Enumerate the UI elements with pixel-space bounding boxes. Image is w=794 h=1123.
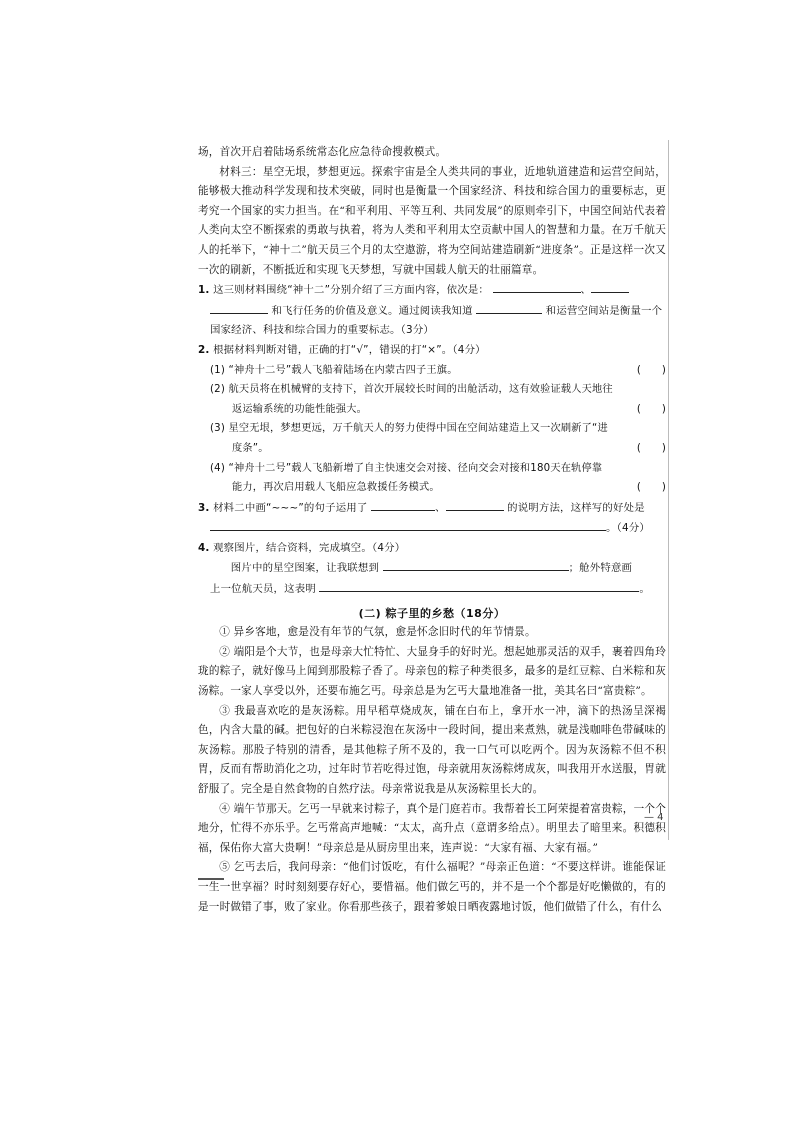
question-4-line-1-a: 图片中的星空图案，让我联想到: [230, 562, 380, 575]
section-2-para-4: ④ 端午节那天。乞丐一早就来讨粽子，真个是门庭若市。我帮着长工阿荣提着富贵粽，一个个地分，忙得不亦乐乎。乞丐常高声地喊：“太太，高升点（意谓多给点）。明里去了暗里来。积德积福，保佑你大富大贵啊！”母亲总是从厨房里出来，连声说：“大家有福、大家有福。”: [198, 802, 666, 854]
q3-blank-1[interactable]: [371, 498, 435, 511]
q3-separator: 、: [435, 501, 446, 514]
question-1-cont: [198, 301, 666, 341]
material3-paragraph: 材料三：星空无垠，梦想更远。探索宇宙是全人类共同的事业，近地轨道建造和运营空间站，能够极大推动科学发现和技术突破，同时也是衡量一个国家经济、科技和综合国力的重要标志，更考究一个国家的实力担当。在“和平利用、平等互利、共同发展”的原则牵引下，中国空间站代表着人类向太空不断探索的勇敢与执着，将为人类和平利用太空贡献中国人的智慧和力量。在万千航天人的托举下，“神十二”航天员三个月的太空遨游，将为空间站建造刷新“进度条”。正是这样一次又一次的刷新，不断抵近和实现飞天梦想，写就中国载人航天的壮丽篇章。: [198, 165, 666, 276]
q2-item-2-cont: [198, 400, 666, 420]
question-3-cont: [198, 518, 666, 539]
question-1: [198, 280, 666, 301]
section-2-title: (二) 粽子里的乡愁（18分）: [358, 606, 506, 620]
question-4-line-2-end: 。: [639, 583, 651, 596]
question-1-text-a: 这三则材料围绕“神十二”分别介绍了三方面内容，依次是：: [213, 284, 490, 297]
question-4-line-1-b: ；舱外特意画: [568, 562, 633, 575]
question-4-line-1: [198, 558, 666, 579]
material3-carryover: 场，首次开启着陆场系统常态化应急待命搜救模式。: [198, 146, 447, 158]
binding-rule: [668, 140, 669, 840]
q2-item-3-label: (3): [210, 423, 226, 435]
question-2-text: 根据材料判断对错，正确的打“√”，错误的打“×”。（4分）: [213, 343, 486, 356]
q2-item-2: [198, 380, 666, 400]
q2-item-4-cont: [198, 478, 666, 498]
q2-item-1: [198, 361, 666, 381]
q3-blank-3[interactable]: [210, 518, 606, 531]
section-2-para-3: ③ 我最喜欢吃的是灰汤粽。用早稻草烧成灰，铺在白布上，拿开水一冲，滴下的热汤呈深褐色，内含大量的碱。把包好的白米粽浸泡在灰汤中一段时间，提出来煮熟，就是浅咖啡色带碱味的灰汤粽。那股子特别的清香，是其他粽子所不及的，我一口气可以吃两个。因为灰汤粽不但不积胃，反而有帮助消化之功，过年时节若吃得过饱，母亲就用灰汤粽烤成灰，叫我用开水送服，胃就舒服了。完全是自然食物的自然疗法。母亲常说我是从灰汤粽里长大的。: [198, 704, 666, 795]
question-4: [198, 539, 666, 559]
question-3-end: 。（4分）: [606, 522, 650, 535]
q2-item-2-cont-text: 返运输系统的功能性能强大。: [232, 403, 368, 415]
q1-separator: 、: [580, 284, 592, 297]
question-1-text-b: 和飞行任务的价值及意义。通过阅读我知道: [271, 304, 473, 317]
question-3-number: 3.: [198, 501, 210, 514]
q2-item-3-answer-box[interactable]: ( ): [636, 442, 666, 454]
q2-item-3-cont-text: 度条”。: [232, 442, 269, 454]
q2-item-4-cont-text: 能力，再次启用载人飞船应急救援任务模式。: [232, 482, 440, 494]
section-2-para-5: ⑤ 乞丐去后，我问母亲：“他们讨饭吃，有什么福呢？”母亲正色道：“不要这样讲。谁能保证一生一世享福？时时刻刻要存好心，要惜福。他们做乞丐的，并不是一个个都是好吃懒做的，有的是一时做错了事，败了家业。你看那些孩子，跟着爹娘日晒夜露地讨饭，他们做错了什么，有什么: [198, 861, 666, 913]
q1-blank-2[interactable]: [591, 280, 629, 293]
content-area: [198, 143, 666, 917]
q2-item-4-text: “神舟十二号”载人飞船新增了自主快速交会对接、径向交会对接和180天在轨停靠: [228, 462, 603, 474]
question-4-line-2: [198, 579, 666, 600]
scan-mark: [198, 878, 224, 880]
q2-item-2-label: (2): [210, 384, 226, 396]
q2-item-1-answer-box[interactable]: ( ): [636, 364, 666, 376]
q2-item-2-answer-box[interactable]: ( ): [636, 403, 666, 415]
question-4-line-2-a: 上一位航天员，这表明: [210, 583, 316, 596]
question-3-text-a: 材料二中画“~~~”的句子运用了: [213, 501, 368, 514]
q2-item-4: [198, 459, 666, 479]
question-2-number: 2.: [198, 343, 210, 356]
q4-blank-1[interactable]: [383, 558, 569, 571]
question-3: [198, 498, 666, 519]
section-2-para-2: ② 端阳是个大节，也是母亲大忙特忙、大显身手的好时光。想起她那灵活的双手，裹着四角玲珑的粽子，就好像马上闻到那股粽子香了。母亲包的粽子种类很多，最多的是红豆粽、白米粽和灰汤粽。一家人享受以外，还要布施乞丐。母亲总是为乞丐大量地准备一批，美其名曰“富贵粽”。: [198, 645, 666, 698]
q1-blank-1[interactable]: [493, 280, 581, 293]
q2-item-3: [198, 419, 666, 439]
question-3-text-b: 的说明方法，这样写的好处是: [507, 501, 645, 514]
q2-item-3-cont: [198, 439, 666, 459]
q2-item-1-label: (1): [210, 364, 226, 376]
question-4-number: 4.: [198, 541, 210, 554]
q1-blank-4[interactable]: [476, 301, 542, 314]
question-4-text: 观察图片，结合资料，完成填空。（4分）: [213, 541, 406, 554]
q2-item-4-answer-box[interactable]: ( ): [636, 482, 666, 494]
q1-blank-3[interactable]: [210, 301, 268, 314]
question-1-number: 1.: [198, 284, 210, 297]
question-2: [198, 341, 666, 361]
q2-item-4-label: (4): [210, 462, 226, 474]
q2-item-3-text: 星空无垠，梦想更远，万千航天人的努力使得中国在空间站建造上又一次刷新了“进: [228, 423, 608, 435]
question-1-text-c: 和运营空间站是衡量一个国家经济、科技和综合国力的重要标志。（3分）: [210, 304, 663, 337]
q2-item-1-text: “神舟十二号”载人飞船着陆场在内蒙古四子王旗。: [228, 364, 458, 376]
q2-item-2-text: 航天员将在机械臂的支持下，首次开展较长时间的出舱活动，这有效验证载人天地往: [228, 384, 613, 396]
section-2-para-1: ① 异乡客地，愈是没有年节的气氛，愈是怀念旧时代的年节情景。: [219, 626, 536, 639]
page-number: — 4: [644, 812, 664, 823]
q3-blank-2[interactable]: [446, 498, 504, 511]
q4-blank-2[interactable]: [319, 579, 639, 592]
